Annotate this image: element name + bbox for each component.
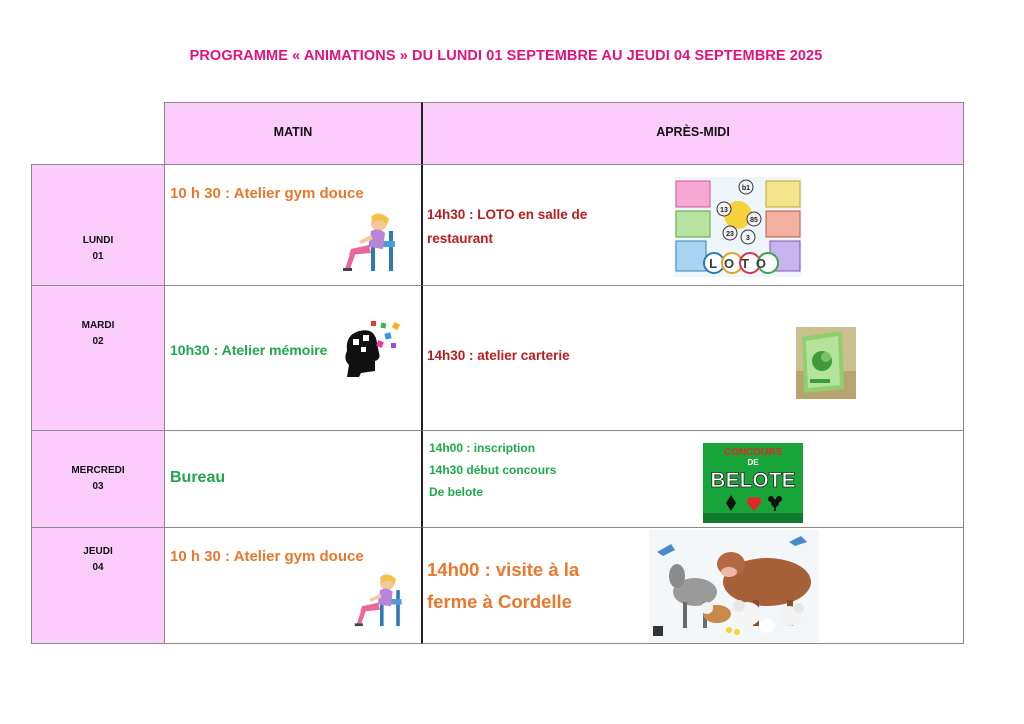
day-name: LUNDI — [82, 235, 114, 246]
belote-main-text: BELOTE — [710, 469, 796, 492]
day-name: MERCREDI — [71, 465, 125, 476]
afternoon-line: De belote — [429, 485, 484, 499]
afternoon-line: 14h00 : inscription — [429, 441, 536, 455]
gym-woman-illustration — [341, 211, 401, 273]
day-number: 04 — [92, 562, 104, 573]
day-name: JEUDI — [83, 546, 113, 557]
loto-illustration — [674, 177, 802, 277]
afternoon-cell-wednesday — [421, 430, 964, 528]
gym-woman-illustration — [353, 572, 407, 628]
header-morning: MATIN — [273, 125, 313, 139]
morning-cell-wednesday — [164, 430, 422, 528]
afternoon-cell-thursday — [421, 527, 964, 644]
day-number: 03 — [92, 481, 104, 492]
afternoon-line: ferme à Cordelle — [427, 591, 572, 612]
morning-cell-tuesday — [164, 285, 422, 431]
farm-animals-illustration — [649, 530, 819, 642]
morning-cell-thursday — [164, 527, 422, 644]
afternoon-line: 14h30 : atelier carterie — [427, 348, 570, 363]
day-cell-thursday — [31, 527, 165, 644]
afternoon-line: restaurant — [427, 231, 494, 246]
card-illustration — [796, 327, 856, 399]
day-cell-tuesday — [31, 285, 165, 431]
day-number: 01 — [92, 251, 104, 262]
morning-activity: Bureau — [170, 469, 226, 486]
morning-activity: 10h30 : Atelier mémoire — [170, 342, 328, 358]
belote-de-text: DE — [747, 458, 759, 467]
loto-ball-label: 23 — [726, 231, 734, 238]
header-afternoon: APRÈS-MIDI — [656, 125, 730, 139]
day-cell-monday — [31, 164, 165, 286]
morning-activity: 10 h 30 : Atelier gym douce — [170, 548, 364, 565]
afternoon-line: 14h30 début concours — [429, 463, 557, 477]
page-title: PROGRAMME « ANIMATIONS » DU LUNDI 01 SEPTEMBRE AU JEUDI 04 SEPTEMBRE 2025 — [189, 48, 823, 64]
day-cell-wednesday — [31, 430, 165, 528]
loto-ball-label: 85 — [750, 217, 758, 224]
afternoon-cell-monday — [421, 164, 964, 286]
day-number: 02 — [92, 336, 104, 347]
belote-illustration — [703, 443, 803, 523]
loto-ball-label: 3 — [746, 235, 750, 242]
belote-top-text: CONCOURS — [723, 447, 783, 458]
afternoon-line: 14h00 : visite à la — [427, 559, 580, 580]
day-name: MARDI — [81, 320, 115, 331]
loto-ball-label: b1 — [741, 185, 751, 192]
header-afternoon-cell — [421, 102, 964, 165]
header-morning-cell — [164, 102, 422, 165]
loto-ball-label: 13 — [720, 207, 728, 214]
afternoon-cell-tuesday — [421, 285, 964, 431]
morning-activity: 10 h 30 : Atelier gym douce — [170, 185, 364, 202]
morning-cell-monday — [164, 164, 422, 286]
memory-head-illustration — [341, 319, 405, 379]
loto-word: LOTO — [709, 256, 773, 271]
afternoon-line: 14h30 : LOTO en salle de — [427, 207, 588, 222]
